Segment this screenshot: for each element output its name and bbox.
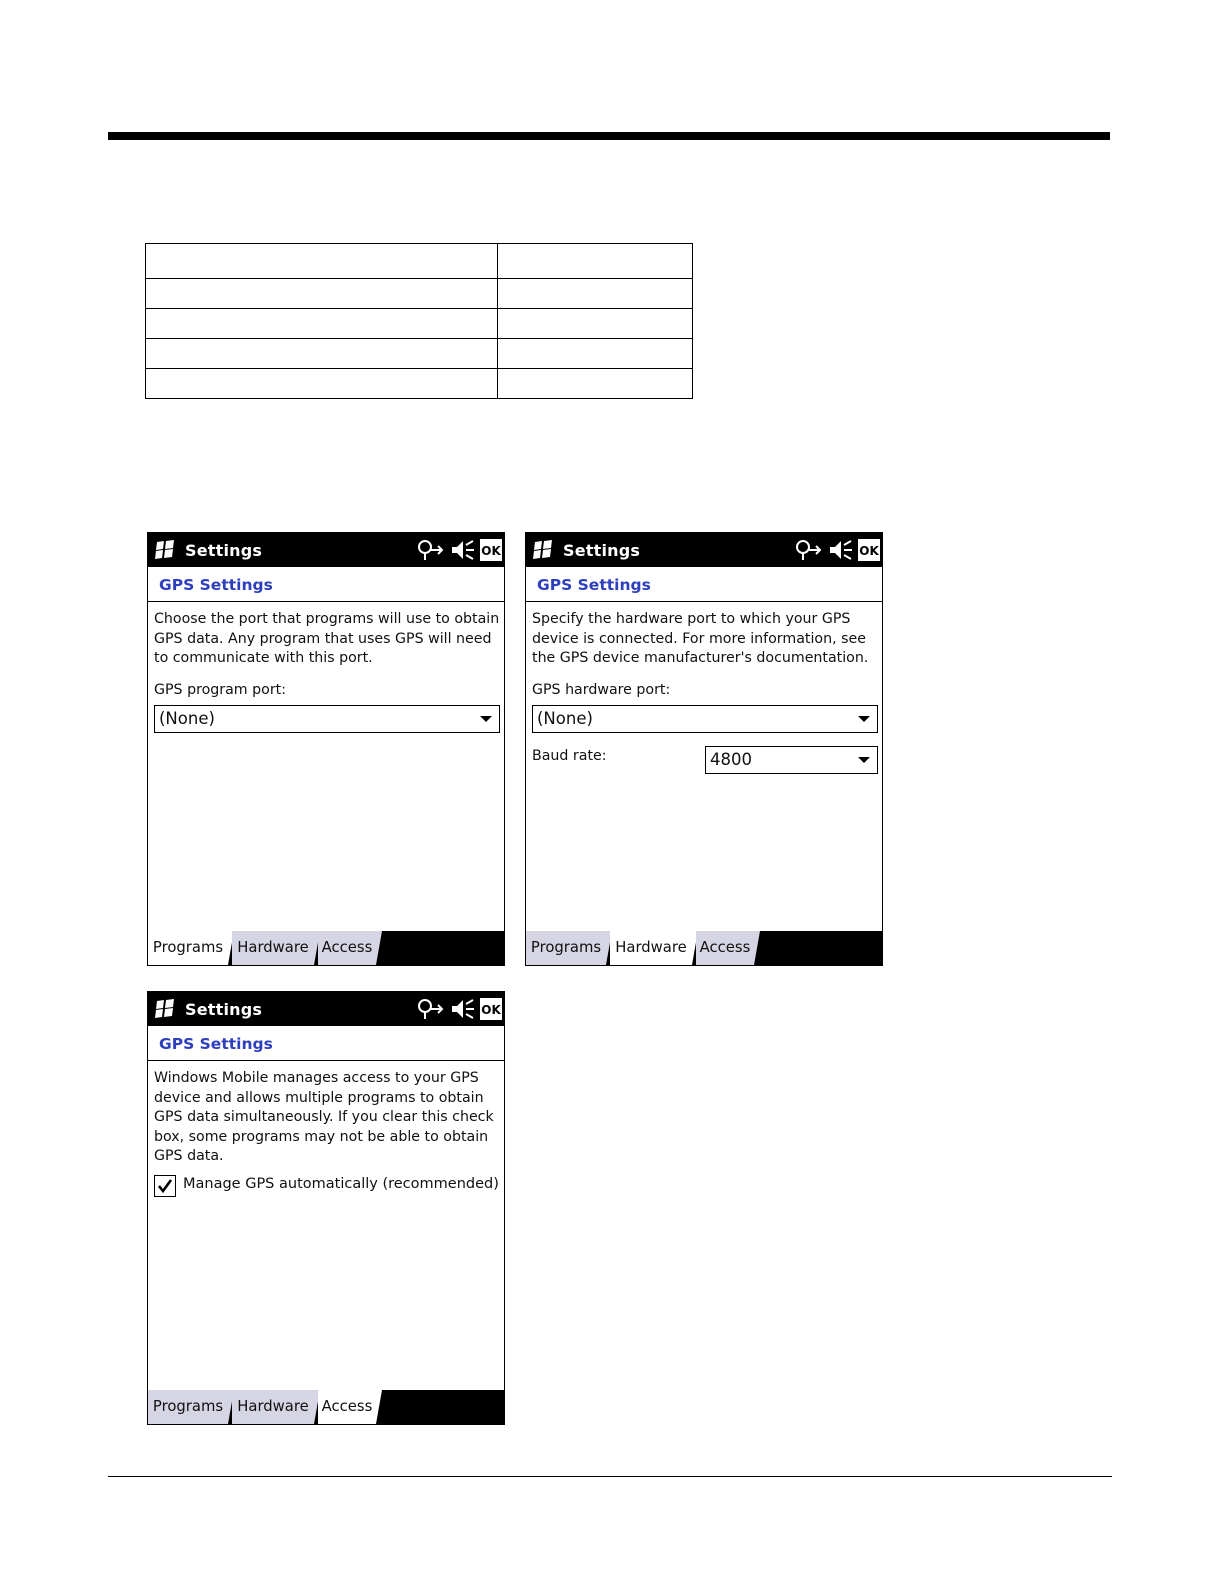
window-title: Settings (563, 541, 641, 560)
connectivity-icon[interactable] (416, 998, 444, 1020)
table-row (146, 369, 693, 399)
table-row (146, 339, 693, 369)
window-title: Settings (185, 1000, 263, 1019)
subheader (148, 1026, 504, 1061)
page-title: GPS Settings (159, 1035, 273, 1053)
svg-text:OK: OK (481, 1003, 501, 1017)
tab-hardware[interactable]: Hardware (232, 1390, 314, 1424)
speaker-muted-icon[interactable] (828, 539, 854, 561)
tab-hardware[interactable]: Hardware (232, 931, 314, 965)
page-title: GPS Settings (537, 576, 651, 594)
tab-access[interactable]: Access (318, 931, 376, 965)
dropdown-value: (None) (537, 709, 593, 728)
description-text: Windows Mobile manages access to your GPS device and allows multiple programs to obtain GPS data simultaneously. If you clear this check box, some programs may not be able to obtain GPS data. (154, 1070, 494, 1164)
dropdown-value: (None) (159, 709, 215, 728)
gps-settings-hardware-screen (525, 532, 883, 966)
svg-text:OK: OK (859, 544, 879, 558)
windows-flag-icon[interactable] (154, 540, 176, 560)
gps-program-port-label: GPS program port: (154, 682, 286, 698)
tab-hardware[interactable]: Hardware (610, 931, 692, 965)
speaker-muted-icon[interactable] (450, 539, 476, 561)
table-row (146, 309, 693, 339)
description-text: Specify the hardware port to which your GPS device is connected. For more information, see the GPS device manufacturer's documentation. (532, 611, 869, 666)
dropdown-value: 4800 (710, 750, 752, 769)
tab-bar (148, 1390, 504, 1424)
gps-hardware-port-label: GPS hardware port: (532, 682, 671, 698)
tab-programs[interactable]: Programs (148, 931, 228, 965)
subheader (148, 567, 504, 602)
page-title: GPS Settings (159, 576, 273, 594)
manage-gps-checkbox[interactable] (154, 1175, 176, 1197)
ok-button[interactable] (480, 998, 502, 1020)
tab-programs[interactable]: Programs (148, 1390, 228, 1424)
table-row (146, 244, 693, 279)
baud-rate-label: Baud rate: (532, 748, 607, 764)
gps-settings-access-screen (147, 991, 505, 1425)
tab-bar (148, 931, 504, 965)
title-bar (148, 533, 504, 567)
title-bar (148, 992, 504, 1026)
tab-programs[interactable]: Programs (526, 931, 606, 965)
speaker-muted-icon[interactable] (450, 998, 476, 1020)
chevron-down-icon (858, 757, 870, 763)
ok-button[interactable] (858, 539, 880, 561)
chevron-down-icon (480, 716, 492, 722)
footer-rule (108, 1476, 1112, 1477)
checkmark-icon (155, 1176, 175, 1196)
header-rule (108, 132, 1110, 140)
gps-settings-programs-screen (147, 532, 505, 966)
subheader (526, 567, 882, 602)
window-title: Settings (185, 541, 263, 560)
gps-hardware-port-dropdown[interactable] (532, 705, 878, 733)
baud-rate-dropdown[interactable] (705, 746, 878, 774)
ok-button[interactable] (480, 539, 502, 561)
tab-access[interactable]: Access (318, 1390, 376, 1424)
svg-text:OK: OK (481, 544, 501, 558)
manage-gps-label: Manage GPS automatically (recommended) (183, 1176, 499, 1192)
connectivity-icon[interactable] (416, 539, 444, 561)
tab-access[interactable]: Access (696, 931, 754, 965)
chevron-down-icon (858, 716, 870, 722)
table-row (146, 279, 693, 309)
description-text: Choose the port that programs will use to obtain GPS data. Any program that uses GPS will need to communicate with this port. (154, 611, 500, 666)
connectivity-icon[interactable] (794, 539, 822, 561)
windows-flag-icon[interactable] (532, 540, 554, 560)
gps-program-port-dropdown[interactable] (154, 705, 500, 733)
empty-table (145, 243, 693, 399)
windows-flag-icon[interactable] (154, 999, 176, 1019)
tab-bar (526, 931, 882, 965)
title-bar (526, 533, 882, 567)
